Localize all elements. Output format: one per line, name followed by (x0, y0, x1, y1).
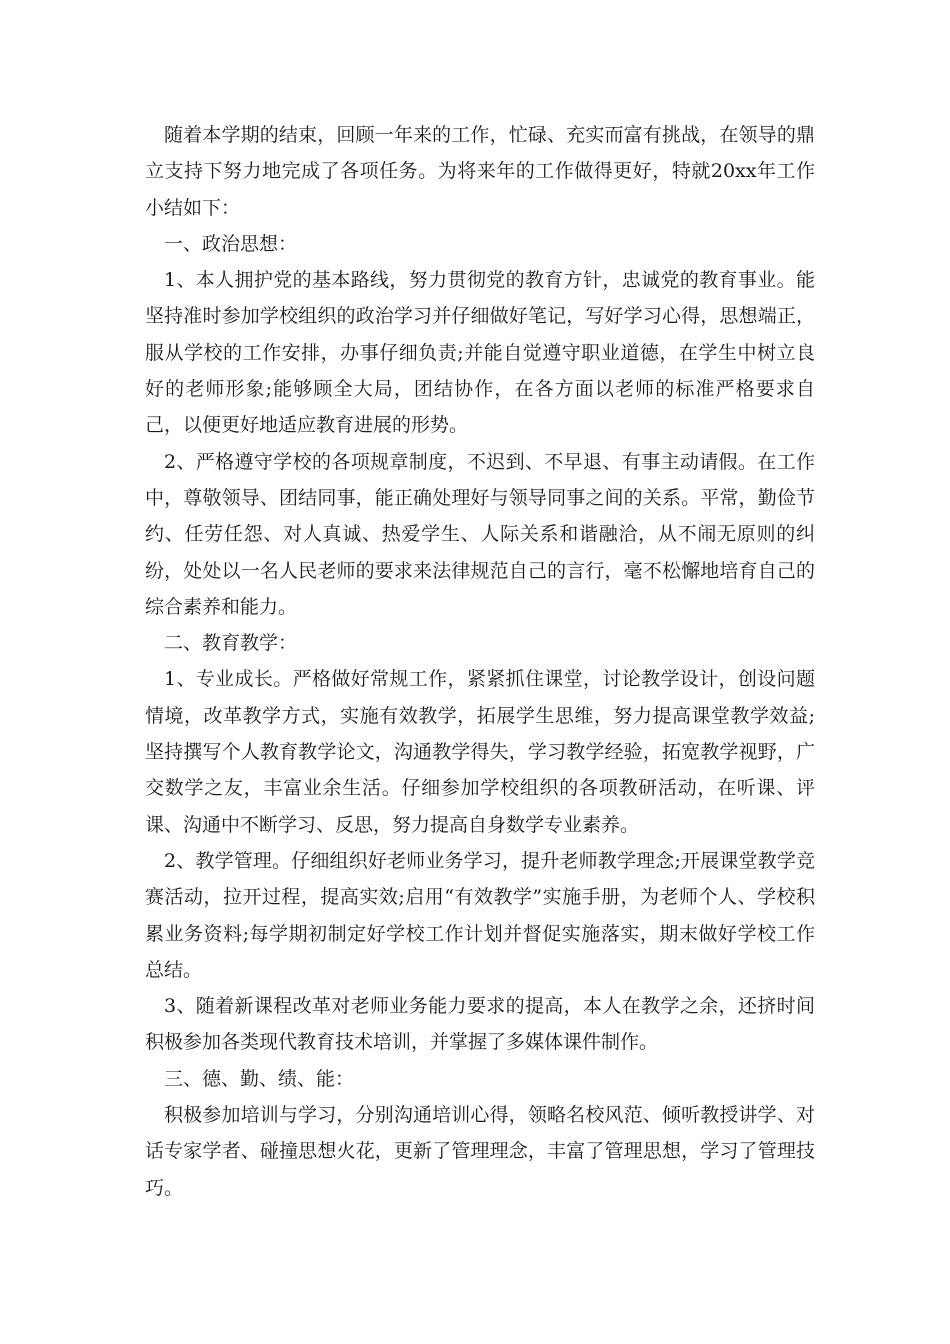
document-page (145, 117, 815, 1206)
paragraph-teaching-3: 3、随着新课程改革对老师业务能力要求的提高，本人在教学之余，还挤时间积极参加各类现代教育技术培训，并掌握了多媒体课件制作。 (145, 995, 815, 1054)
paragraph-politics-2: 2、严格遵守学校的各项规章制度，不迟到、不早退、有事主动请假。在工作中，尊敬领导、团结同事，能正确处理好与领导同事之间的关系。平常，勤俭节约、任劳任怨、对人真诚、热爱学生、人际关系和谐融洽，从不闹无原则的纠纷，处处以一名人民老师的要求来法律规范自己的言行，毫不松懈地培育自己的综合素养和能力。 (145, 450, 815, 618)
section-heading-teaching: 二、教育教学： (164, 632, 298, 655)
paragraph-teaching-2: 2、教学管理。仔细组织好老师业务学习，提升老师教学理念;开展课堂教学竞赛活动，拉开过程，提高实效;启用“有效教学”实施手册，为老师个人、学校积累业务资料;每学期初制定好学校工作计划并督促实施落实，期末做好学校工作总结。 (145, 849, 815, 981)
paragraph-politics-1: 1、本人拥护党的基本路线，努力贯彻党的教育方针，忠诚党的教育事业。能坚持准时参加学校组织的政治学习并仔细做好笔记，写好学习心得，思想端正，服从学校的工作安排，办事仔细负责;并能自觉遵守职业道德，在学生中树立良好的老师形象;能够顾全大局，团结协作，在各方面以老师的标准严格要求自己，以便更好地适应教育进展的形势。 (145, 269, 815, 437)
intro-paragraph: 随着本学期的结束，回顾一年来的工作，忙碌、充实而富有挑战，在领导的鼎立支持下努力地完成了各项任务。为将来年的工作做得更好，特就20xx年工作小结如下： (145, 124, 815, 219)
section-heading-virtue: 三、德、勤、绩、能： (164, 1067, 355, 1090)
section-heading-politics: 一、政治思想： (164, 232, 298, 255)
paragraph-virtue-1: 积极参加培训与学习，分别沟通培训心得，领略名校风范、倾听教授讲学、对话专家学者、碰撞思想火花，更新了管理理念，丰富了管理思想，学习了管理技巧。 (145, 1104, 815, 1199)
paragraph-teaching-1: 1、专业成长。严格做好常规工作，紧紧抓住课堂，讨论教学设计，创设问题情境，改革教学方式，实施有效教学，拓展学生思维，努力提高课堂教学效益;坚持撰写个人教育教学论文，沟通教学得失，学习教学经验，拓宽教学视野，广交数学之友，丰富业余生活。仔细参加学校组织的各项教研活动，在听课、评课、沟通中不断学习、反思，努力提高自身数学专业素养。 (145, 668, 815, 836)
